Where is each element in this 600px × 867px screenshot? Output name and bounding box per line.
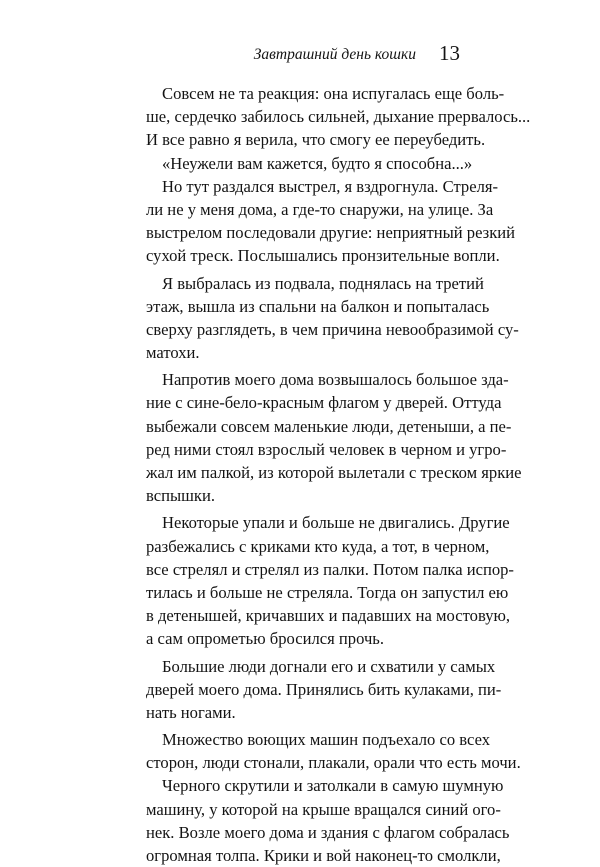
text-line: «Неужели вам кажется, будто я способна...» xyxy=(162,153,473,173)
text-line: огромная толпа. Крики и вой наконец-то смолкли, xyxy=(146,846,501,865)
text-line: ред ними стоял взрослый человек в черном и угро- xyxy=(146,439,507,459)
text-line: ли не у меня дома, а где-то снаружи, на улице. За xyxy=(146,199,494,219)
text-line: а сам опрометью бросился прочь. xyxy=(146,629,385,649)
text-line: Напротив моего дома возвышалось большое зда- xyxy=(162,370,509,390)
body-text xyxy=(146,82,531,867)
text-line: Некоторые упали и больше не двигались. Другие xyxy=(162,513,510,533)
text-line: жал им палкой, из которой вылетали с треском яркие xyxy=(146,463,522,482)
page-number: 13 xyxy=(439,41,460,65)
running-title: Завтрашний день кошки xyxy=(253,46,416,63)
text-line: все стрелял и стрелял из палки. Потом палка испор- xyxy=(146,559,514,579)
running-head xyxy=(146,36,460,70)
text-line: выбежали совсем маленькие люди, детеныши, а пе- xyxy=(146,416,512,436)
text-line: в детенышей, кричавших и падавших на мостовую, xyxy=(146,606,511,626)
text-line: матохи. xyxy=(146,343,200,363)
text-line: Но тут раздался выстрел, я вздрогнула. Стреля- xyxy=(162,176,499,196)
text-line: сверху разглядеть, в чем причина невообразимой су- xyxy=(146,319,519,339)
text-line: Я выбралась из подвала, поднялась на третий xyxy=(162,273,484,293)
text-line: Черного скрутили и затолкали в самую шумную xyxy=(162,776,504,796)
text-line: этаж, вышла из спальни на балкон и попыталась xyxy=(146,296,490,316)
text-line: И все равно я верила, что смогу ее переубедить. xyxy=(146,130,486,150)
text-line: дверей моего дома. Принялись бить кулаками, пи- xyxy=(146,679,502,699)
text-line: вспышки. xyxy=(146,486,216,506)
text-line: Совсем не та реакция: она испугалась еще боль- xyxy=(162,84,505,103)
text-line: тилась и больше не стреляла. Тогда он запустил ею xyxy=(146,582,509,602)
text-line: сторон, люди стонали, плакали, орали что есть мочи. xyxy=(146,753,521,773)
text-line: нек. Возле моего дома и здания с флагом собралась xyxy=(146,822,510,842)
text-line: Множество воющих машин подъехало со всех xyxy=(162,730,491,750)
text-line: ние с сине-бело-красным флагом у дверей. Оттуда xyxy=(146,393,502,413)
text-line: ше, сердечко забилось сильней, дыхание прервалось... xyxy=(146,107,531,127)
text-line: сухой треск. Послышались пронзительные вопли. xyxy=(146,246,500,266)
text-line: нать ногами. xyxy=(146,702,236,722)
text-line: Большие люди догнали его и схватили у самых xyxy=(162,656,496,676)
text-line: разбежались с криками кто куда, а тот, в черном, xyxy=(146,536,490,556)
text-line: выстрелом последовали другие: неприятный резкий xyxy=(146,223,516,243)
text-line: машину, у которой на крыше вращался синий ого- xyxy=(146,799,501,819)
